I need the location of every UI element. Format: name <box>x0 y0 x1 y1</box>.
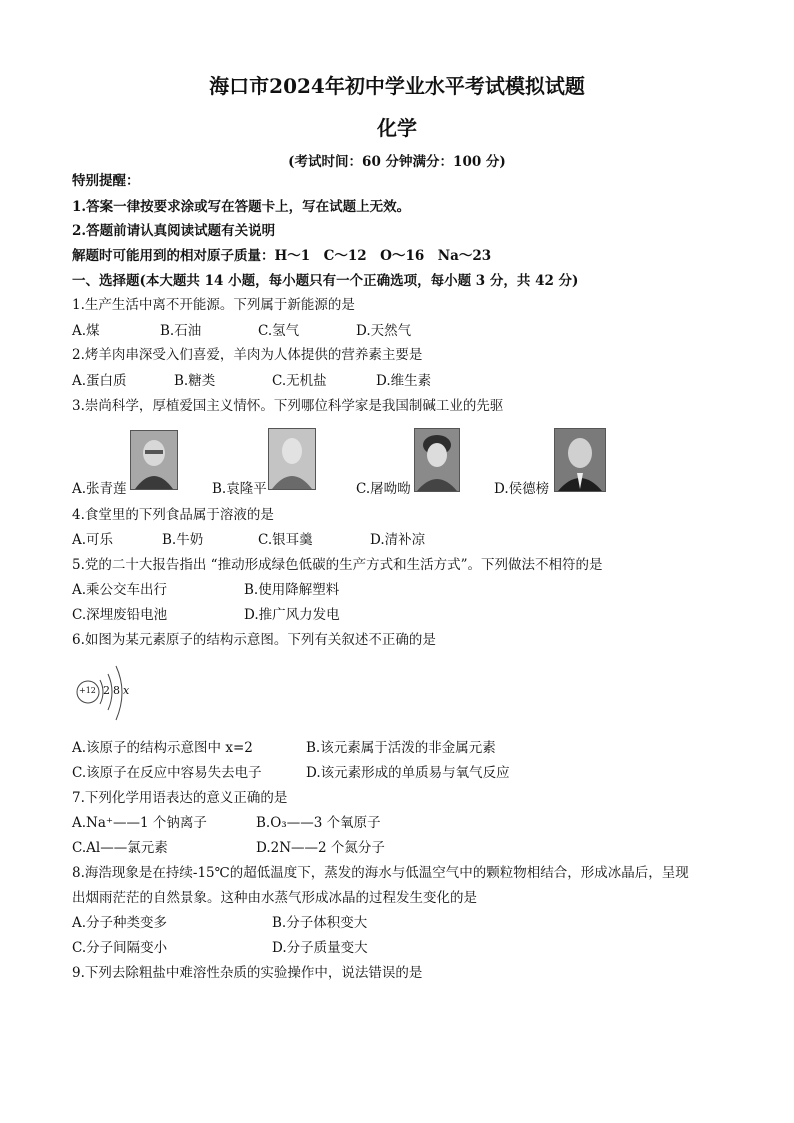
q5-option-d: D.推广风力发电 <box>244 607 340 623</box>
q7-option-d: D.2N——2 个氮分子 <box>256 840 385 856</box>
atom-structure-diagram <box>72 660 142 728</box>
q6-option-a: A.该原子的结构示意图中 x=2 <box>72 740 253 756</box>
section-heading: 一、选择题(本大题共 14 小题，每小题只有一个正确选项，每小题 3 分，共 42 分) <box>72 273 579 289</box>
q7-option-b: B.O₃——3 个氧原子 <box>256 815 381 831</box>
exam-title: 海口市2024年初中学业水平考试模拟试题 <box>209 74 585 98</box>
q6-option-b: B.该元素属于活泼的非金属元素 <box>306 740 496 756</box>
scientist-photo-a <box>130 430 178 490</box>
q3-option-a: A.张青莲 <box>72 481 127 497</box>
q2-option-c: C.无机盐 <box>272 373 327 389</box>
q8-option-a: A.分子种类变多 <box>72 915 168 931</box>
q2-option-b: B.糖类 <box>174 373 216 389</box>
q1-option-b: B.石油 <box>160 323 202 339</box>
q8-option-d: D.分子质量变大 <box>272 940 368 956</box>
notice-item-2: 2.答题前请认真阅读试题有关说明 <box>72 223 276 239</box>
q4-stem: 4.食堂里的下列食品属于溶液的是 <box>72 507 274 523</box>
q1-stem: 1.生产生活中离不开能源。下列属于新能源的是 <box>72 297 355 313</box>
nucleus-charge: +12 <box>79 686 96 695</box>
scientist-photo-c <box>414 428 460 492</box>
notice-item-1: 1.答案一律按要求涂或写在答题卡上，写在试题上无效。 <box>72 199 411 215</box>
q6-stem: 6.如图为某元素原子的结构示意图。下列有关叙述不正确的是 <box>72 632 436 648</box>
q3-option-d: D.侯德榜 <box>494 481 550 497</box>
q7-stem: 7.下列化学用语表达的意义正确的是 <box>72 790 288 806</box>
atomic-mass-note: 解题时可能用到的相对原子质量：H～1 C～12 O～16 Na～23 <box>72 248 492 264</box>
q1-option-a: A.煤 <box>72 323 100 339</box>
q1-option-c: C.氢气 <box>258 323 300 339</box>
q3-option-c: C.屠呦呦 <box>356 481 411 497</box>
scientist-photo-b <box>268 428 316 490</box>
q4-option-a: A.可乐 <box>72 532 114 548</box>
scientist-photo-d <box>554 428 606 492</box>
q5-option-b: B.使用降解塑料 <box>244 582 340 598</box>
q5-option-a: A.乘公交车出行 <box>72 582 168 598</box>
q8-option-b: B.分子体积变大 <box>272 915 368 931</box>
q7-option-c: C.Al——氯元素 <box>72 840 168 856</box>
q7-option-a: A.Na⁺——1 个钠离子 <box>72 815 207 831</box>
q1-option-d: D.天然气 <box>356 323 412 339</box>
subject-title: 化学 <box>377 116 417 140</box>
q3-stem: 3.崇尚科学，厚植爱国主义情怀。下列哪位科学家是我国制碱工业的先驱 <box>72 398 504 414</box>
q2-option-a: A.蛋白质 <box>72 373 127 389</box>
q5-option-c: C.深埋废铅电池 <box>72 607 168 623</box>
notice-heading: 特别提醒： <box>72 173 140 189</box>
q8-stem-line-1: 8.海浩现象是在持续-15℃的超低温度下，蒸发的海水与低温空气中的颗粒物相结合，形成冰晶后，呈现 <box>72 865 689 881</box>
shell-1-electrons: 2 <box>103 684 110 697</box>
q5-stem: 5.党的二十大报告指出 “推动形成绿色低碳的生产方式和生活方式”。下列做法不相符的是 <box>72 557 603 573</box>
q6-option-d: D.该元素形成的单质易与氧气反应 <box>306 765 510 781</box>
q8-option-c: C.分子间隔变小 <box>72 940 168 956</box>
q2-option-d: D.维生素 <box>376 373 432 389</box>
q2-stem: 2.烤羊肉串深受入们喜爱，羊肉为人体提供的营养素主要是 <box>72 347 423 363</box>
q4-option-c: C.银耳羹 <box>258 532 313 548</box>
q6-option-c: C.该原子在反应中容易失去电子 <box>72 765 262 781</box>
shell-2-electrons: 8 <box>113 684 120 697</box>
q8-stem-line-2: 出烟雨茫茫的自然景象。这种由水蒸气形成冰晶的过程发生变化的是 <box>72 890 477 906</box>
shell-3-electrons: x <box>123 684 130 697</box>
q3-option-b: B.袁隆平 <box>212 481 267 497</box>
q9-stem: 9.下列去除粗盐中难溶性杂质的实验操作中，说法错误的是 <box>72 965 423 981</box>
q4-option-b: B.牛奶 <box>162 532 204 548</box>
exam-info: (考试时间：60 分钟满分：100 分) <box>288 154 506 170</box>
q4-option-d: D.清补凉 <box>370 532 426 548</box>
